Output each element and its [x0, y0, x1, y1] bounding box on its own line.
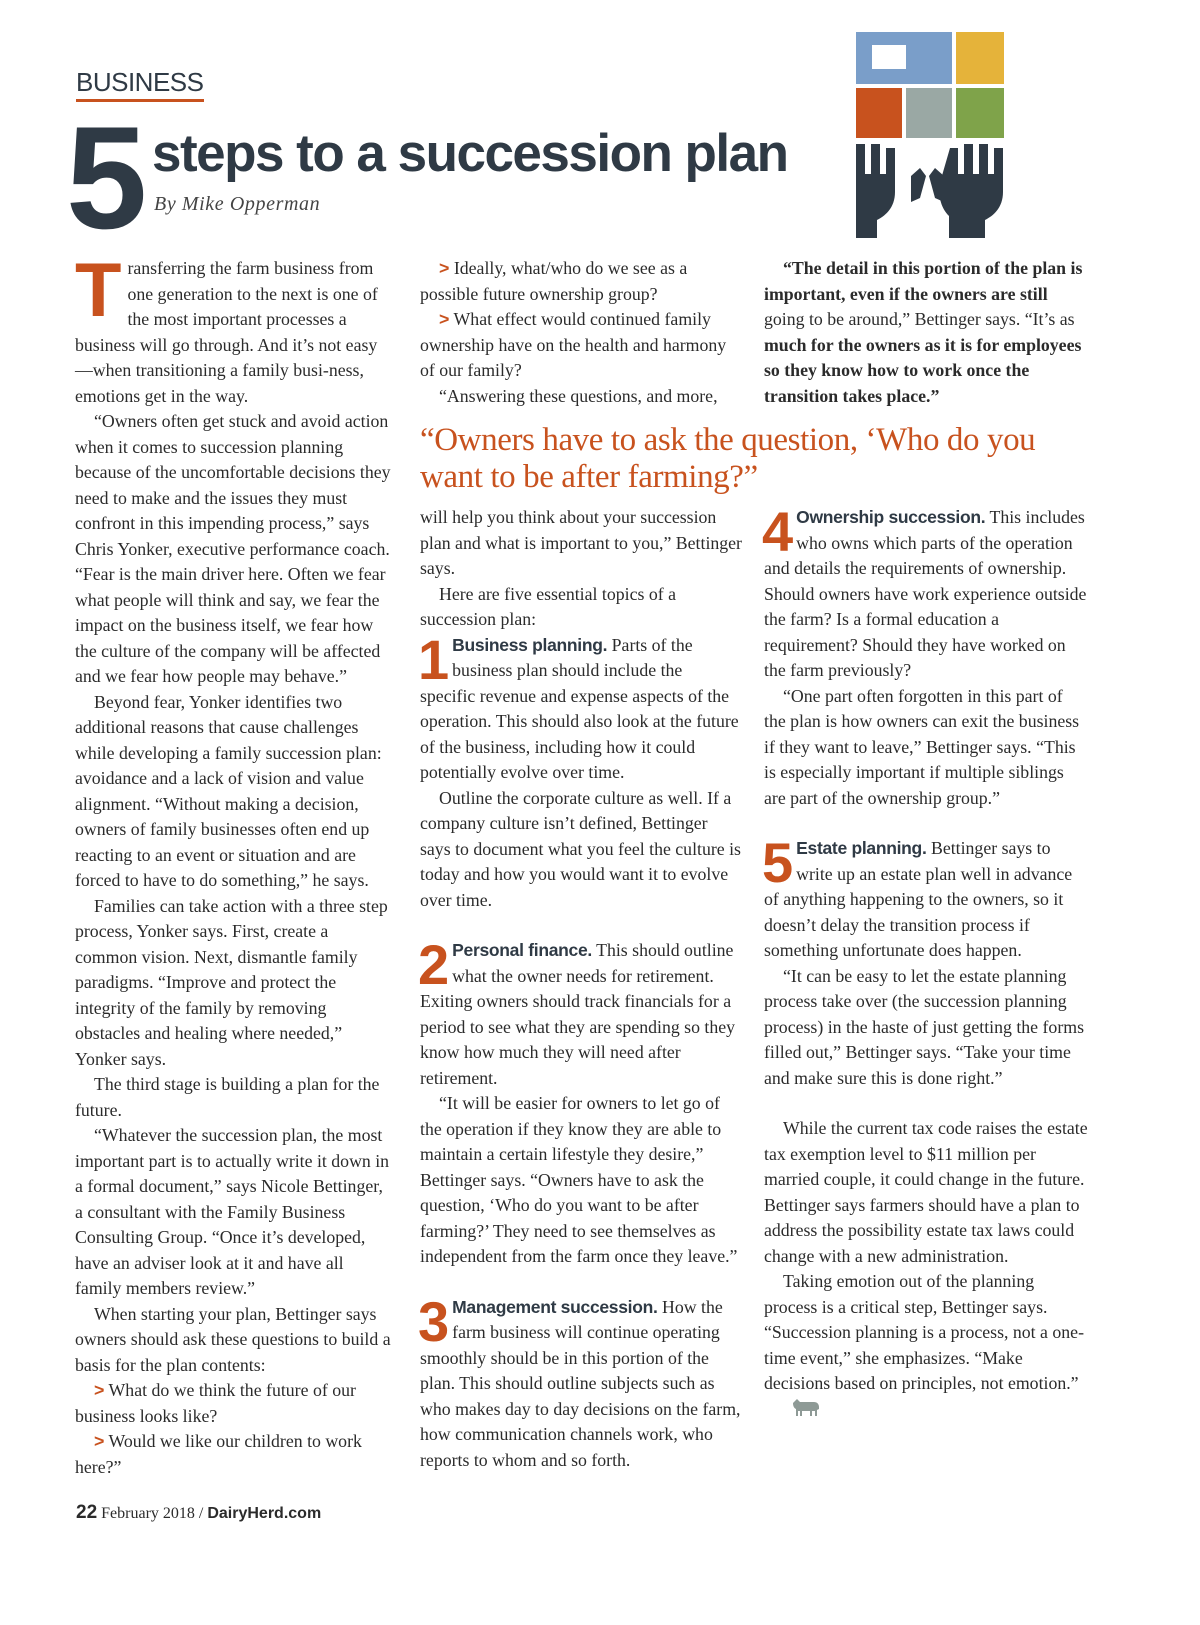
- paragraph-text: ransferring the farm business from one generation to the next is one of the most important processes a business will go through. And it’s not easy—when transitioning a family busi-ness, emotions get in the way.: [75, 258, 378, 406]
- paragraph: “Answering these questions, and more,: [439, 385, 718, 406]
- article-column-3: [762, 500, 1088, 1424]
- paragraph: Beyond fear, Yonker identifies two additional reasons that cause challenges while developing a family succession plan: avoidance and a lack of vision and value alignment. “Without making a decision, owners of family businesses often end up reacting to an event or situation and are forced to have to do something,” he says.: [75, 691, 382, 890]
- section-label: BUSINESS: [76, 66, 204, 102]
- article-column-1: [75, 248, 393, 1480]
- step-title: Estate planning.: [796, 838, 927, 858]
- step-number: 4: [762, 500, 794, 563]
- step-5: 5 Estate planning. Bettinger says to write up an estate plan well in advance of anything happening to the owners, so it doesn’t delay the transition process if something unfortunate does happen.: [762, 831, 1073, 960]
- paragraph: While the current tax code raises the estate tax exemption level to $11 million per married couple, it could change in the future. Bettinger says farmers should have a plan to address the possibility estate tax laws could change with a new administration.: [764, 1118, 1088, 1266]
- step-3: 3 Management succession. How the farm business will continue operating smoothly should be in this portion of the plan. This should outline subjects such as who makes day to day decisions on the farm, how communication channels work, who reports to whom and so forth.: [418, 1289, 741, 1470]
- question-item: > Ideally, what/who do we see as a possible future ownership group?: [420, 258, 688, 304]
- paragraph: “Owners often get stuck and avoid action when it comes to succession planning because of the uncomfortable decisions they need to make and the issues they must confront in this impending process,” says Chris Yonker, executive performance coach. “Fear is the main driver here. Often we fear what people will think and say, we fear the impact on the business itself, we fear how the culture of the company will be affected and we fear how people may behave.”: [75, 411, 391, 686]
- arrow-icon: >: [94, 1380, 105, 1400]
- step-4: 4 Ownership succession. This includes who owns which parts of the operation and details the requirements of ownership. Should owners have work experience outside the farm? Is a formal education a requirement? Should they have worked on the farm previously?: [762, 500, 1087, 680]
- article-column-2-top: [420, 256, 740, 409]
- headline-number: 5: [66, 96, 144, 259]
- hands-holding-blocks-icon: [856, 26, 1036, 244]
- page-title: steps to a succession plan: [152, 124, 788, 183]
- paragraph: “Whatever the succession plan, the most important part is to actually write it down in a formal document,” says Nicole Bettinger, a consultant with the Family Business Consulting Group. “Once it’s developed, have an adviser look at it and have all family members review.”: [75, 1125, 390, 1298]
- page-footer: [76, 1502, 321, 1524]
- paragraph: “One part often forgotten in this part of the plan is how owners can exit the business if they want to leave,” Bettinger says. “This is especially important if multiple siblings are part of the ownership group.”: [764, 685, 1080, 808]
- drop-cap: T: [75, 248, 122, 333]
- question-item: > Would we like our children to work here?”: [75, 1431, 362, 1477]
- paragraph: Outline the corporate culture as well. If a company culture isn’t defined, Bettinger says to document what you feel the culture is today and how you would want it to evolve over time.: [420, 787, 741, 910]
- paragraph: When starting your plan, Bettinger says owners should ask these questions to build a basis for the plan contents:: [75, 1303, 391, 1375]
- paragraph: Families can take action with a three step process, Yonker says. First, create a common vision. Next, dismantle family paradigms. “Improve and protect the integrity of the family by removing obstacles and healing where needed,” Yonker says.: [75, 895, 388, 1069]
- step-number: 3: [418, 1289, 450, 1353]
- paragraph: [75, 248, 393, 409]
- step-title: Management succession.: [452, 1296, 658, 1317]
- page-number: 22: [76, 1502, 98, 1523]
- arrow-icon: >: [439, 309, 450, 329]
- step-2: 2 Personal finance. This should outline what the owner needs for retirement. Exiting owners should track financials for a period to see what they are spending so they know how much they will need after retirement.: [418, 933, 736, 1088]
- paragraph: “It can be easy to let the estate planning process take over (the succession planning process) in the haste of just getting the forms filled out,” Bettinger says. “Take your time and make sure this is done right.”: [764, 965, 1084, 1088]
- step-1: 1 Business planning. Parts of the business plan should include the specific revenue and expense aspects of the operation. This should also look at the future of the business, including how it could potentially evolve over time.: [418, 627, 739, 782]
- pull-quote: “Owners have to ask the question, ‘Who do you want to be after farming?”: [420, 422, 1036, 495]
- paragraph: The third stage is building a plan for the future.: [75, 1074, 380, 1120]
- website-link[interactable]: DairyHerd.com: [207, 1505, 322, 1522]
- byline: By Mike Opperman: [154, 193, 321, 215]
- paragraph: Here are five essential topics of a succession plan:: [420, 583, 676, 629]
- step-number: 5: [762, 831, 794, 894]
- step-title: Business planning.: [452, 634, 608, 655]
- paragraph: “It will be easier for owners to let go of the operation if they know they are able to maintain a certain lifestyle they desire,” Bettinger says. “Owners have to ask the question, ‘Who do you want to be after farming?’ They need to see themselves as independent from the farm once they leave.”: [420, 1093, 738, 1266]
- article-column-3-top: [764, 256, 1086, 409]
- paragraph: Taking emotion out of the planning process is a critical step, Bettinger says. “Succession planning is a process, not a one-time event,” she emphasizes. “Make decisions based on principles, not emotion.”: [764, 1269, 1088, 1424]
- arrow-icon: >: [439, 258, 450, 278]
- article-column-2: [420, 505, 742, 1473]
- paragraph: will help you think about your succession plan and what is important to you,” Bettinger says.: [420, 507, 742, 578]
- step-number: 2: [418, 933, 450, 996]
- issue-date: February 2018 /: [101, 1505, 204, 1522]
- cow-icon: [772, 1397, 821, 1425]
- paragraph: “The detail in this portion of the plan is important, even if the owners are still going to be around,” Bettinger says. “It’s as much for the owners as it is for employees so they know how to work once the transition takes place.”: [764, 258, 1083, 406]
- step-title: Ownership succession.: [796, 507, 986, 527]
- question-item: > What do we think the future of our business looks like?: [75, 1380, 356, 1426]
- step-title: Personal finance.: [452, 940, 592, 960]
- step-number: 1: [418, 627, 450, 691]
- arrow-icon: >: [94, 1431, 105, 1451]
- question-item: > What effect would continued family ownership have on the health and harmony of our family?: [420, 309, 727, 380]
